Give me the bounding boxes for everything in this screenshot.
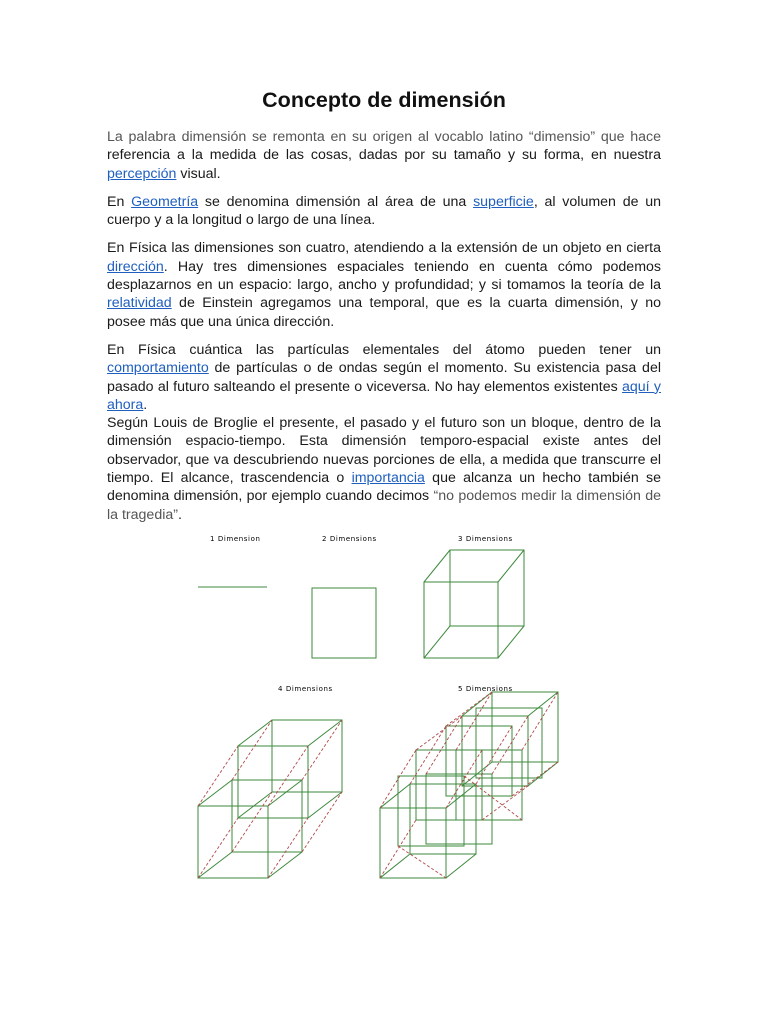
- paragraph-5-quote: “no podemos medir la dimensión de la tragedia”: [107, 488, 662, 523]
- paragraph-4-start: En Física cuántica las partículas elementales del átomo pueden tener un: [107, 341, 661, 358]
- link-importancia[interactable]: importancia: [351, 470, 425, 487]
- label-4-dimensions: 4 Dimensions: [278, 685, 333, 693]
- paragraph-1: [107, 128, 661, 183]
- paragraph-1-end: visual.: [176, 165, 221, 182]
- paragraph-2-start: En: [107, 193, 132, 210]
- shape-tesseract-4d: [198, 720, 342, 878]
- paragraph-3-start: En Física las dimensiones son cuatro, atendiendo a la extensión de un objeto en cierta: [107, 240, 661, 257]
- label-1-dimension: 1 Dimension: [210, 535, 261, 543]
- paragraph-3-end: de Einstein agregamos una temporal, que es la cuarta dimensión, y no posee más que una única dirección.: [107, 295, 661, 330]
- shape-square-2d: [312, 588, 376, 658]
- paragraph-2-mid: se denomina dimensión al área de una: [198, 193, 474, 210]
- link-comportamiento[interactable]: comportamiento: [107, 360, 209, 377]
- paragraph-4-mid: de partículas o de ondas según el momento. Su existencia pasa del pasado al futuro salteando el presente o viceversa. No hay elementos existentes: [107, 360, 661, 395]
- dimensions-figure: [180, 528, 580, 888]
- label-2-dimensions: 2 Dimensions: [322, 535, 377, 543]
- paragraph-4: [107, 341, 661, 414]
- paragraph-1-intro: La palabra dimensión se remonta en su origen al vocablo latino “dimensio” que hace: [107, 129, 661, 145]
- document-body: [107, 128, 661, 534]
- paragraph-5: [107, 414, 661, 524]
- paragraph-3: [107, 239, 661, 330]
- paragraph-5-mid: que alcanza un hecho también se denomina dimensión, por ejemplo cuando decimos: [107, 470, 661, 505]
- link-direccion[interactable]: dirección: [107, 258, 164, 275]
- page-title: Concepto de dimensión: [262, 88, 506, 112]
- paragraph-3-mid: . Hay tres dimensiones espaciales teniendo en cuenta cómo podemos desplazarnos en un espacio: largo, ancho y profundidad; y si tomamos la teoría de la: [107, 258, 661, 294]
- paragraph-5-end: .: [177, 506, 182, 523]
- link-geometria[interactable]: Geometría: [131, 193, 199, 210]
- link-relatividad[interactable]: relatividad: [107, 295, 172, 312]
- paragraph-2-end: , al volumen de un cuerpo y a la longitud o largo de una línea.: [107, 193, 662, 229]
- link-percepcion[interactable]: percepción: [107, 165, 177, 182]
- link-superficie[interactable]: superficie: [473, 193, 534, 210]
- link-aqui-y-ahora[interactable]: aquí y ahora: [107, 378, 661, 413]
- dimensions-diagram: [180, 528, 580, 888]
- shape-penteract-5d: [380, 692, 558, 878]
- label-3-dimensions: 3 Dimensions: [458, 535, 513, 543]
- paragraph-1-text: referencia a la medida de las cosas, dadas por su tamaño y su forma, en nuestra: [107, 147, 661, 164]
- label-5-dimensions: 5 Dimensions: [458, 685, 513, 693]
- paragraph-4-end: .: [143, 396, 148, 413]
- shape-cube-3d: [424, 550, 524, 658]
- paragraph-5-start: Según Louis de Broglie el presente, el pasado y el futuro son un bloque, dentro de la dimensión espacio-tiempo. Esta dimensión temporo-espacial existe antes del observador, que va descubriendo nuevas porciones de ella, a medida que transcurre el tiempo. El alcance, trascendencia o: [107, 415, 661, 487]
- paragraph-2: [107, 193, 661, 230]
